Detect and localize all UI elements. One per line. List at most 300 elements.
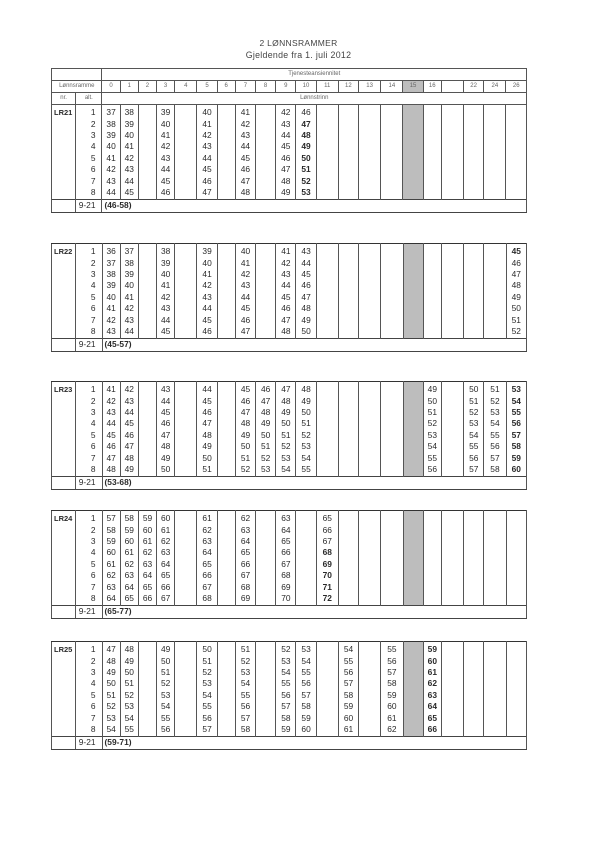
value-cell: 47 (276, 314, 296, 325)
value-cell (381, 511, 403, 525)
value-cell (338, 464, 358, 477)
value-cell: 56 (235, 701, 255, 712)
value-cell (316, 187, 338, 200)
value-cell: 63 (235, 524, 255, 535)
value-cell (506, 701, 526, 712)
value-cell: 62 (235, 511, 255, 525)
footer-alt: 9-21 (76, 477, 102, 489)
header-year-0: 0 (102, 81, 120, 93)
value-cell (464, 164, 484, 175)
value-cell: 54 (484, 418, 506, 429)
value-cell: 47 (197, 418, 217, 429)
value-cell (506, 524, 526, 535)
value-cell: 69 (235, 593, 255, 606)
header-cell-blank (52, 69, 102, 81)
value-cell: 53 (423, 430, 441, 441)
value-cell (256, 314, 276, 325)
value-cell (359, 655, 381, 666)
footer-range: (53-68) (102, 477, 526, 489)
value-cell: 47 (102, 642, 120, 656)
value-cell: 50 (102, 678, 120, 689)
value-cell: 49 (276, 407, 296, 418)
table-row (52, 570, 527, 581)
value-cell (484, 105, 506, 119)
value-cell (175, 524, 197, 535)
value-cell (138, 164, 156, 175)
value-cell: 43 (102, 326, 120, 339)
value-cell (381, 257, 403, 268)
value-cell (441, 464, 463, 477)
value-cell: 40 (197, 257, 217, 268)
value-cell (175, 511, 197, 525)
value-cell: 43 (296, 244, 316, 258)
value-cell: 66 (276, 547, 296, 558)
table-row (52, 292, 527, 303)
value-cell (359, 701, 381, 712)
alt-cell: 8 (76, 187, 102, 200)
value-cell (175, 724, 197, 737)
value-cell: 43 (157, 153, 175, 164)
value-cell: 46 (120, 430, 138, 441)
value-cell (381, 382, 403, 396)
value-cell (403, 511, 423, 525)
salary-frame-lr23 (51, 381, 527, 490)
value-cell (338, 257, 358, 268)
value-cell (359, 547, 381, 558)
value-cell (175, 452, 197, 463)
value-cell: 45 (235, 303, 255, 314)
alt-cell: 7 (76, 581, 102, 592)
value-cell (175, 547, 197, 558)
value-cell (217, 118, 235, 129)
value-cell (256, 269, 276, 280)
value-cell: 47 (276, 164, 296, 175)
value-cell: 37 (120, 244, 138, 258)
value-cell (256, 524, 276, 535)
value-cell: 59 (296, 712, 316, 723)
value-cell (138, 257, 156, 268)
value-cell (217, 418, 235, 429)
value-cell: 55 (197, 701, 217, 712)
value-cell: 45 (120, 418, 138, 429)
table-row (52, 187, 527, 200)
value-cell: 52 (197, 667, 217, 678)
value-cell: 49 (157, 452, 175, 463)
footer-range: (46-58) (102, 200, 527, 212)
alt-cell: 2 (76, 257, 102, 268)
value-cell: 69 (316, 559, 338, 570)
value-cell (464, 292, 484, 303)
value-cell: 46 (197, 175, 217, 186)
value-cell: 37 (102, 105, 120, 119)
value-cell (464, 536, 484, 547)
value-cell (175, 701, 197, 712)
value-cell (484, 559, 506, 570)
table-row (52, 593, 527, 606)
value-cell (338, 130, 358, 141)
value-cell (338, 511, 358, 525)
value-cell (403, 280, 423, 291)
value-cell: 49 (276, 187, 296, 200)
value-cell (423, 164, 441, 175)
value-cell: 46 (197, 326, 217, 339)
footer-row (52, 606, 527, 618)
value-cell (359, 712, 381, 723)
value-cell (441, 130, 463, 141)
value-cell: 51 (296, 418, 316, 429)
value-cell: 60 (338, 712, 358, 723)
value-cell: 50 (157, 655, 175, 666)
value-cell (381, 118, 403, 129)
value-cell (464, 570, 484, 581)
value-cell: 49 (423, 382, 441, 396)
value-cell (464, 655, 484, 666)
value-cell: 56 (296, 678, 316, 689)
value-cell (441, 382, 463, 396)
value-cell (175, 280, 197, 291)
value-cell: 66 (235, 559, 255, 570)
value-cell: 54 (120, 712, 138, 723)
value-cell (256, 244, 276, 258)
value-cell (441, 559, 463, 570)
value-cell (484, 547, 506, 558)
value-cell (403, 678, 423, 689)
footer-range: (59-71) (102, 737, 526, 749)
footer-row (52, 339, 527, 351)
value-cell: 67 (197, 581, 217, 592)
value-cell: 63 (120, 570, 138, 581)
value-cell (403, 407, 423, 418)
value-cell (484, 570, 506, 581)
value-cell: 41 (276, 244, 296, 258)
alt-cell: 1 (76, 244, 102, 258)
salary-frame-lr22 (51, 243, 527, 352)
value-cell (175, 642, 197, 656)
value-cell: 40 (102, 292, 120, 303)
value-cell: 49 (506, 292, 526, 303)
value-cell: 47 (102, 452, 120, 463)
value-cell (217, 395, 235, 406)
value-cell (484, 164, 506, 175)
value-cell: 62 (120, 559, 138, 570)
value-cell (441, 257, 463, 268)
value-cell: 67 (157, 593, 175, 606)
value-cell (138, 464, 156, 477)
value-cell: 56 (197, 712, 217, 723)
value-cell: 52 (102, 701, 120, 712)
frame-name: LR22 (52, 244, 76, 339)
value-cell: 42 (235, 118, 255, 129)
value-cell (423, 292, 441, 303)
value-cell: 60 (102, 547, 120, 558)
value-cell (217, 105, 235, 119)
value-cell (464, 678, 484, 689)
value-cell (506, 690, 526, 701)
alt-cell: 4 (76, 418, 102, 429)
value-cell: 60 (120, 536, 138, 547)
value-cell (359, 511, 381, 525)
value-cell: 53 (296, 642, 316, 656)
value-cell: 45 (235, 382, 255, 396)
value-cell (217, 547, 235, 558)
value-cell (359, 105, 381, 119)
value-cell (381, 303, 403, 314)
value-cell: 46 (235, 164, 255, 175)
value-cell (316, 269, 338, 280)
value-cell (506, 724, 526, 737)
value-cell (217, 407, 235, 418)
value-cell (359, 164, 381, 175)
value-cell (441, 314, 463, 325)
table-row (52, 464, 527, 477)
value-cell: 39 (157, 105, 175, 119)
value-cell: 43 (157, 303, 175, 314)
header-year-20: 26 (506, 81, 527, 93)
value-cell: 48 (102, 655, 120, 666)
alt-cell: 1 (76, 511, 102, 525)
value-cell (403, 118, 423, 129)
value-cell: 49 (157, 642, 175, 656)
value-cell (403, 712, 423, 723)
value-cell: 47 (256, 395, 276, 406)
value-cell (175, 303, 197, 314)
value-cell: 41 (157, 130, 175, 141)
value-cell: 48 (296, 130, 316, 141)
value-cell: 57 (296, 690, 316, 701)
value-cell (484, 153, 506, 164)
value-cell: 62 (197, 524, 217, 535)
value-cell: 51 (276, 430, 296, 441)
value-cell: 42 (276, 257, 296, 268)
value-cell (316, 464, 338, 477)
alt-cell: 6 (76, 701, 102, 712)
value-cell (359, 395, 381, 406)
value-cell (403, 570, 423, 581)
value-cell: 45 (296, 269, 316, 280)
value-cell: 67 (235, 570, 255, 581)
footer-blank (52, 606, 76, 618)
value-cell (338, 382, 358, 396)
value-cell: 64 (157, 559, 175, 570)
alt-cell: 1 (76, 105, 102, 119)
value-cell (484, 581, 506, 592)
value-cell (423, 314, 441, 325)
alt-cell: 4 (76, 141, 102, 152)
value-cell: 43 (120, 164, 138, 175)
alt-cell: 4 (76, 547, 102, 558)
value-cell: 41 (197, 118, 217, 129)
value-cell: 54 (102, 724, 120, 737)
value-cell (175, 407, 197, 418)
value-cell (138, 269, 156, 280)
table-row (52, 701, 527, 712)
value-cell: 58 (338, 690, 358, 701)
value-cell: 38 (102, 269, 120, 280)
value-cell (316, 141, 338, 152)
value-cell (403, 187, 423, 200)
value-cell: 56 (157, 724, 175, 737)
alt-cell: 5 (76, 292, 102, 303)
value-cell (138, 701, 156, 712)
table-row (52, 678, 527, 689)
value-cell (484, 314, 506, 325)
value-cell: 43 (120, 395, 138, 406)
frame-name: LR21 (52, 105, 76, 200)
value-cell: 45 (276, 141, 296, 152)
table-row (52, 430, 527, 441)
value-cell (359, 464, 381, 477)
value-cell: 36 (102, 244, 120, 258)
value-cell (359, 690, 381, 701)
value-cell (175, 536, 197, 547)
value-cell (381, 593, 403, 606)
value-cell: 51 (235, 642, 255, 656)
value-cell: 45 (102, 430, 120, 441)
table-row (52, 164, 527, 175)
value-cell (423, 524, 441, 535)
alt-cell: 3 (76, 536, 102, 547)
value-cell (441, 667, 463, 678)
value-cell (217, 314, 235, 325)
value-cell (175, 667, 197, 678)
value-cell (506, 547, 526, 558)
value-cell (381, 418, 403, 429)
value-cell: 53 (276, 452, 296, 463)
value-cell: 58 (506, 441, 526, 452)
value-cell (423, 559, 441, 570)
value-cell: 65 (197, 559, 217, 570)
value-cell: 59 (120, 524, 138, 535)
value-cell: 62 (102, 570, 120, 581)
value-cell: 51 (423, 407, 441, 418)
value-cell (464, 257, 484, 268)
header-year-8: 8 (255, 81, 275, 93)
alt-cell: 1 (76, 642, 102, 656)
header-row-lonnstrinn (52, 93, 527, 105)
value-cell (316, 667, 338, 678)
value-cell: 49 (235, 430, 255, 441)
value-cell (296, 570, 316, 581)
value-cell: 60 (138, 524, 156, 535)
value-cell (484, 524, 506, 535)
value-cell: 64 (276, 524, 296, 535)
value-cell (403, 105, 423, 119)
value-cell: 52 (256, 452, 276, 463)
value-cell (256, 303, 276, 314)
value-cell (217, 269, 235, 280)
value-cell: 59 (102, 536, 120, 547)
value-cell: 64 (120, 581, 138, 592)
value-cell (441, 407, 463, 418)
value-cell (359, 314, 381, 325)
value-cell (316, 153, 338, 164)
value-cell (381, 547, 403, 558)
value-cell (359, 130, 381, 141)
value-cell: 62 (138, 547, 156, 558)
value-cell (441, 175, 463, 186)
value-cell: 42 (102, 164, 120, 175)
value-cell: 71 (316, 581, 338, 592)
table-row (52, 105, 527, 119)
value-cell (316, 280, 338, 291)
value-cell (441, 164, 463, 175)
value-cell (217, 257, 235, 268)
frame-name: LR25 (52, 642, 76, 737)
value-cell (175, 395, 197, 406)
value-cell: 39 (197, 244, 217, 258)
table-row (52, 257, 527, 268)
value-cell (441, 430, 463, 441)
value-cell (217, 292, 235, 303)
value-cell: 55 (464, 441, 484, 452)
value-cell (338, 441, 358, 452)
value-cell (138, 141, 156, 152)
value-cell (506, 678, 526, 689)
value-cell: 40 (120, 280, 138, 291)
value-cell (484, 130, 506, 141)
value-cell: 50 (120, 667, 138, 678)
value-cell: 65 (423, 712, 441, 723)
value-cell: 56 (276, 690, 296, 701)
header-year-13: 13 (359, 81, 381, 93)
value-cell (138, 678, 156, 689)
footer-row (52, 737, 527, 749)
value-cell (484, 257, 506, 268)
value-cell (381, 395, 403, 406)
header-lonnsramme: Lønnsramme (52, 81, 102, 93)
document-subtitle: Gjeldende fra 1. juli 2012 (245, 50, 352, 60)
value-cell (381, 141, 403, 152)
value-cell (175, 581, 197, 592)
alt-cell: 6 (76, 303, 102, 314)
value-cell: 46 (235, 395, 255, 406)
value-cell (403, 655, 423, 666)
value-cell (484, 724, 506, 737)
alt-cell: 3 (76, 269, 102, 280)
value-cell: 54 (423, 441, 441, 452)
value-cell (484, 141, 506, 152)
header-tjenesteansiennitet: Tjenesteansiennitet (102, 69, 527, 81)
value-cell (506, 153, 527, 164)
table-row (52, 175, 527, 186)
value-cell (441, 326, 463, 339)
value-cell (403, 395, 423, 406)
value-cell: 57 (506, 430, 526, 441)
table-row (52, 153, 527, 164)
value-cell (506, 105, 527, 119)
value-cell (138, 314, 156, 325)
value-cell (464, 667, 484, 678)
value-cell (359, 724, 381, 737)
value-cell: 64 (102, 593, 120, 606)
value-cell (217, 141, 235, 152)
value-cell (255, 105, 275, 119)
value-cell: 52 (120, 690, 138, 701)
alt-cell: 3 (76, 130, 102, 141)
value-cell: 45 (120, 187, 138, 200)
value-cell: 52 (506, 326, 526, 339)
value-cell (403, 382, 423, 396)
value-cell: 44 (197, 153, 217, 164)
footer-alt: 9-21 (76, 606, 102, 618)
value-cell (441, 524, 463, 535)
value-cell (441, 712, 463, 723)
value-cell (441, 141, 463, 152)
value-cell (217, 130, 235, 141)
value-cell (256, 536, 276, 547)
value-cell: 50 (197, 452, 217, 463)
value-cell: 51 (484, 382, 506, 396)
